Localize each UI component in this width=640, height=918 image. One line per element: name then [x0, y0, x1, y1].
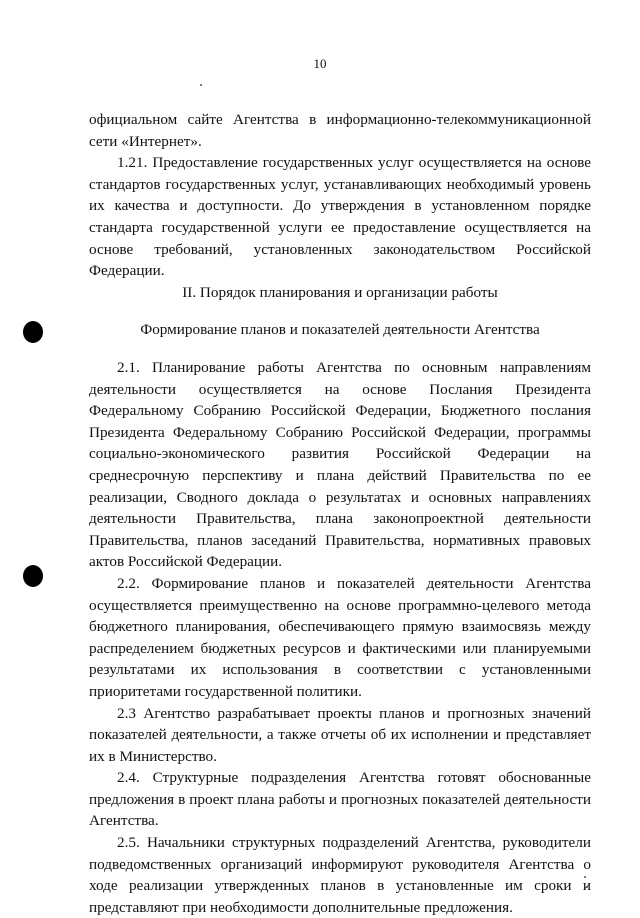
- paragraph-2-5: 2.5. Начальники структурных подразделений Агентства, руководители подведомственных организаций информируют руководителя Агентства о ходе реализации утвержденных планов в установленные им сроки и представляют при необходимости дополнительные предложения.: [89, 834, 591, 916]
- section-text-block: [89, 357, 591, 918]
- page-number: 10: [313, 56, 327, 71]
- section-title: II. Порядок планирования и организации работы: [182, 284, 498, 301]
- paragraph-2-2: 2.2. Формирование планов и показателей деятельности Агентства осуществляется преимущественно на основе программно-целевого метода бюджетного планирования, обеспечивающего прямую взаимосвязь между распределением бюджетных ресурсов и фактическими или планируемыми результатами их использования в соответствии с установленными приоритетами государственной политики.: [89, 574, 591, 700]
- punch-hole: [23, 321, 43, 343]
- punch-hole: [23, 565, 43, 587]
- paragraph-continuation: официальном сайте Агентства в информационно-телекоммуникационной сети «Интернет».: [89, 111, 591, 150]
- paragraph-2-4: 2.4. Структурные подразделения Агентства готовят обоснованные предложения в проект плана работы и прогнозных показателей деятельности Агентства.: [89, 769, 591, 830]
- paragraph-2-3: 2.3 Агентство разрабатывает проекты планов и прогнозных значений показателей деятельности, а также отчеты об их исполнении и представляет их в Министерство.: [89, 704, 591, 765]
- top-text-block: [89, 109, 591, 282]
- paragraph-1-21: 1.21. Предоставление государственных услуг осуществляется на основе стандартов государственных услуг, устанавливающих необходимый уровень их качества и доступности. До утверждения в установленном порядке стандарта государственной услуги ее предоставление осуществляется на основе требований, установленных законодательством Российской Федерации.: [89, 154, 591, 280]
- paragraph-2-1: 2.1. Планирование работы Агентства по основным направлениям деятельности осуществляется на основе Послания Президента Федеральному Собранию Российской Федерации, Бюджетного послания Президента Федеральному Собранию Российской Федерации, программы социально-экономического развития Российской Федерации на среднесрочную перспективу и плана действий Правительства по ее реализации, Сводного доклада о результатах и основных направлениях деятельности Правительства, плана законопроектной деятельности Правительства, планов заседаний Правительства, нормативных правовых актов Российской Федерации.: [89, 359, 591, 571]
- subsection-title: Формирование планов и показателей деятельности Агентства: [140, 321, 540, 338]
- scan-speck: [200, 84, 202, 86]
